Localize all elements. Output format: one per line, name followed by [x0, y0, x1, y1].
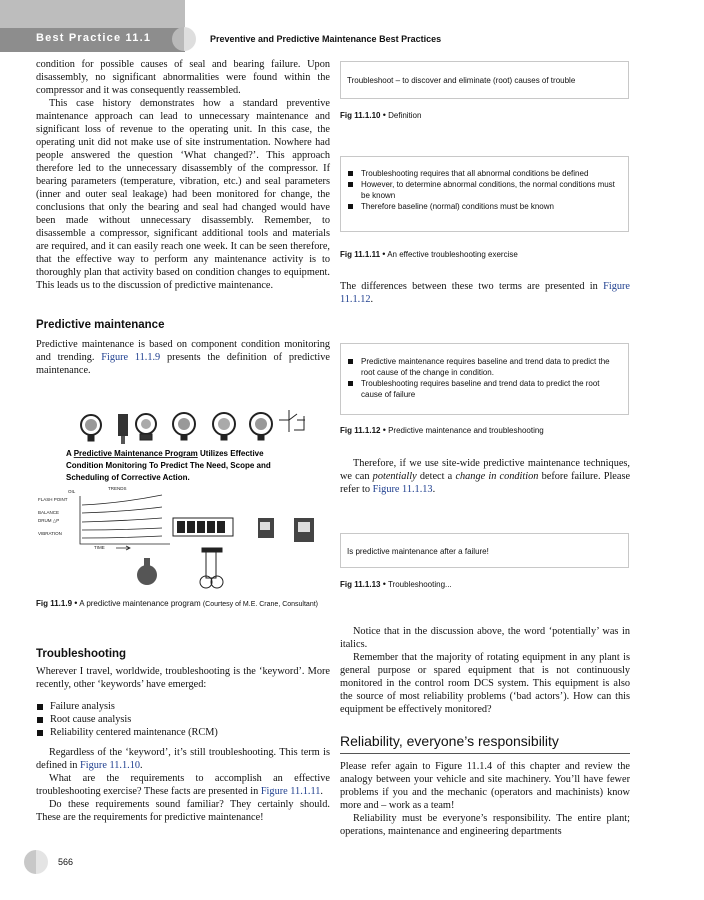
- notice-text: [340, 625, 630, 716]
- section-heading-troubleshooting: Troubleshooting: [36, 648, 127, 660]
- figure-caption-11-1-13: Fig 11.1.13 • Troubleshooting...: [340, 579, 452, 589]
- meter-icon: [258, 518, 314, 542]
- paragraph: Notice that in the discussion above, the word ‘potentially’ was in italics.: [340, 626, 630, 650]
- oil-flask-icon: [137, 558, 157, 585]
- best-practice-label: Best Practice 11.1: [36, 32, 152, 44]
- reliability-section: [340, 733, 630, 838]
- troubleshooting-requirements-box: [340, 156, 629, 232]
- paragraph: Regardless of the ‘keyword’, it’s still troubleshooting. This term is defined in Figure 11.1.10.: [36, 747, 330, 771]
- paragraph: Remember that the majority of rotating equipment in any plant is general purpose or spared equipment that is not continuously monitored in the control room DCS system. This equipment is also the source of most reliability problems (‘bad actors’). How can this equipment be effectively monitored?: [340, 652, 630, 715]
- vibration-label: VIBRATION: [38, 531, 62, 536]
- figure-caption-line3: Scheduling of Corrective Action.: [66, 473, 190, 482]
- definition-box: Troubleshoot – to discover and eliminate (root) causes of trouble: [340, 61, 629, 99]
- figure-caption-11-1-10: Fig 11.1.10 • Definition: [340, 110, 422, 120]
- keyword-list: [36, 700, 330, 739]
- trends-label: TRENDS: [108, 486, 127, 491]
- paragraph: condition for possible causes of seal and bearing failure. Upon disassembly, no significant abnormalities were found within the compressor and it was consequently reassembled.: [36, 59, 330, 96]
- digital-readout-icon: [173, 518, 233, 536]
- gauge-icon: [213, 413, 235, 440]
- list-item: Therefore baseline (normal) conditions must be known: [341, 201, 622, 212]
- list-item: However, to determine abnormal conditions, the normal conditions must be known: [341, 179, 622, 201]
- gauge-icon: [250, 413, 272, 440]
- trend-chart: [38, 486, 127, 550]
- comparison-box: [340, 343, 629, 415]
- figure-caption-11-1-11: Fig 11.1.11 • An effective troubleshooting exercise: [340, 249, 518, 259]
- list-item: Troubleshooting requires baseline and trend data to predict the root cause of failure: [341, 378, 622, 400]
- list-item: Troubleshooting requires that all abnormal conditions be defined: [341, 168, 622, 179]
- paragraph: The differences between these two terms are presented in Figure 11.1.12.: [340, 281, 630, 305]
- paragraph: This case history demonstrates how a standard preventive maintenance approach can lead to unnecessary maintenance and significant loss of revenue to the operating unit. In this case, the operating unit did not make use of site instrumentation. Nowhere had people answered the question ‘What changed?’. This approach therefore led to the unnecessary disassembly of the compressor. If bearing parameters (temperature, vibration, etc.) and seal parameters (inner and outer seal leakage) had been monitored for change, the conclusions that only the bearing and seal had changed would have been made without unnecessary disassembly. Remember, to disassemble a compressor, significant additional tools and materials are required, and it can easily reach one week. It can be seen therefore, that the effective way to perform any maintenance activity is to thoroughly plan that activity based on condition changes to equipment. This leads us to the discussion of predictive maintenance.: [36, 98, 330, 291]
- figure-caption-line2: Condition Monitoring To Predict The Need, Scope and: [66, 461, 271, 470]
- paragraph: What are the requirements to accomplish an effective troubleshooting exercise? These facts are presented in Figure 11.1.11.: [36, 773, 330, 797]
- list-item: Failure analysis: [36, 700, 330, 713]
- figure-link[interactable]: Figure 11.1.10: [80, 760, 141, 771]
- figure-link[interactable]: Figure 11.1.13: [372, 484, 433, 495]
- section-heading-reliability: Reliability, everyone’s responsibility: [340, 733, 630, 754]
- thermometer-icon: [118, 414, 128, 444]
- troubleshooting-statement-box: Is predictive maintenance after a failure!: [340, 533, 629, 568]
- page-number: 566: [58, 857, 74, 867]
- header-band-top: [0, 0, 185, 28]
- drum-label: DRUM △P: [38, 518, 60, 523]
- balance-label: BALANCE: [38, 510, 60, 515]
- differences-text: [340, 280, 630, 306]
- oil-label: OIL: [68, 489, 76, 494]
- gauge-icon: [173, 413, 195, 440]
- paragraph: Wherever I travel, worldwide, troubleshooting is the ‘keyword’. More recently, other ‘keywords’ have emerged:: [36, 666, 330, 690]
- section-heading-predictive: Predictive maintenance: [36, 319, 165, 331]
- running-title: Preventive and Predictive Maintenance Best Practices: [210, 34, 442, 44]
- paragraph: Reliability must be everyone’s responsibility. The entire plant; operations, maintenance and engineering departments: [340, 813, 630, 837]
- time-label: TIME: [94, 545, 105, 550]
- header-circle-icon: [172, 27, 196, 51]
- paragraph: Do these requirements sound familiar? They certainly should. These are the requirements for predictive maintenance!: [36, 799, 330, 823]
- paragraph: Predictive maintenance is based on component condition monitoring and trending. Figure 11.1.9 presents the definition of predictive maintenance.: [36, 339, 330, 376]
- page-number-circle-icon: [24, 850, 48, 874]
- list-item: Root cause analysis: [36, 713, 330, 726]
- trend-axes: [80, 495, 170, 550]
- therefore-text: [340, 457, 630, 496]
- figure-caption-line1: A Predictive Maintenance Program Utilizes Effective: [66, 449, 264, 458]
- predictive-section: [36, 319, 330, 377]
- figure-link[interactable]: Figure 11.1.11: [260, 786, 321, 797]
- figure-link[interactable]: Figure 11.1.12: [340, 281, 630, 305]
- gauge-icon: [136, 414, 156, 440]
- troubleshooting-section: [36, 648, 330, 824]
- gauge-icon: [81, 415, 101, 441]
- figure-link[interactable]: Figure 11.1.9: [101, 352, 161, 363]
- paragraph: Therefore, if we use site-wide predictive maintenance techniques, we can potentially detect a change in condition before failure. Please refer to Figure 11.1.13.: [340, 458, 631, 495]
- switch-symbol-icon: [279, 410, 305, 432]
- paragraph: Please refer again to Figure 11.1.4 of this chapter and review the analogy between your vehicle and site machinery. You’ll have fewer problems if you and the mechanic (operators and machinists) know more and – work as a team!: [340, 761, 630, 811]
- list-item: Reliability centered maintenance (RCM): [36, 726, 330, 739]
- left-column-top: [36, 58, 330, 292]
- figure-caption-11-1-9: Fig 11.1.9 • A predictive maintenance program (Courtesy of M.E. Crane, Consultant): [36, 598, 318, 608]
- list-item: Predictive maintenance requires baseline and trend data to predict the root cause of the change in condition.: [341, 356, 622, 378]
- sensor-probe-icon: [200, 548, 223, 588]
- flash-point-label: FLASH POINT: [38, 497, 68, 502]
- figure-caption-11-1-12: Fig 11.1.12 • Predictive maintenance and troubleshooting: [340, 425, 544, 435]
- predictive-maintenance-figure: [36, 400, 332, 595]
